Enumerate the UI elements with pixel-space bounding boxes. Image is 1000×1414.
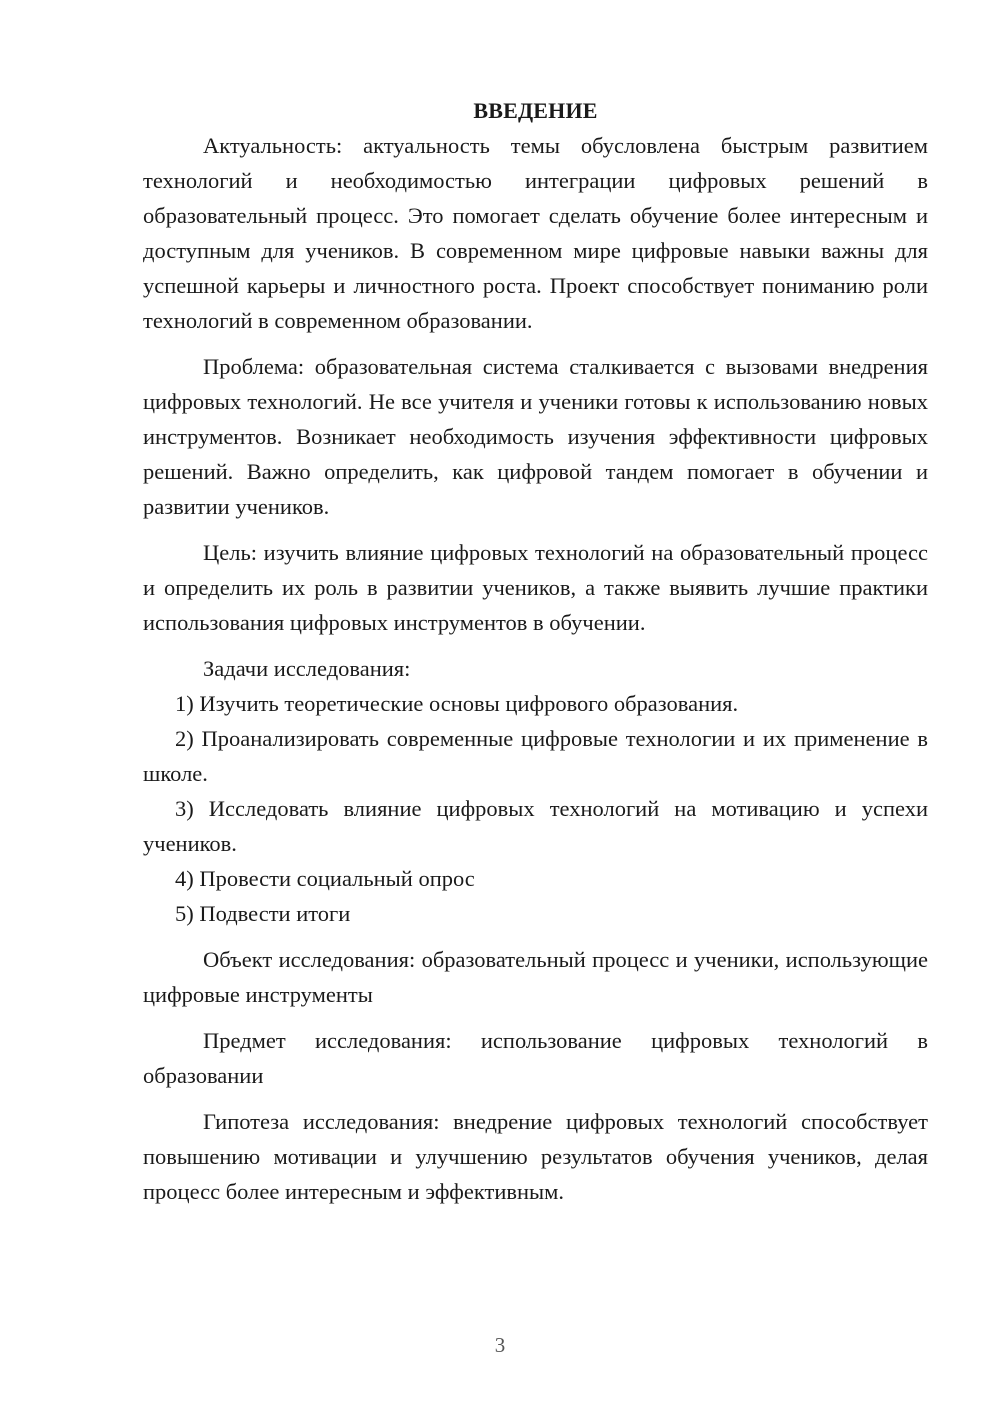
paragraph-hypothesis: Гипотеза исследования: внедрение цифровых технологий способствует повышению мотивации и улучшению результатов обучения учеников, делая процесс более интересным и эффективным. <box>143 1109 928 1204</box>
task-item: 1) Изучить теоретические основы цифрового образования. <box>175 691 739 716</box>
tasks-heading: Задачи исследования: <box>203 656 411 681</box>
paragraph-subject: Предмет исследования: использование цифровых технологий в образовании <box>143 1028 928 1088</box>
task-item: 4) Провести социальный опрос <box>175 866 475 891</box>
task-item: 2) Проанализировать современные цифровые технологии и их применение в школе. <box>143 726 928 786</box>
task-item: 5) Подвести итоги <box>175 901 351 926</box>
paragraph-object: Объект исследования: образовательный процесс и ученики, использующие цифровые инструменты <box>143 947 928 1007</box>
paragraph-goal: Цель: изучить влияние цифровых технологий на образовательный процесс и определить их роль в развитии учеников, а также выявить лучшие практики использования цифровых инструментов в обучении. <box>143 540 928 635</box>
task-item: 3) Исследовать влияние цифровых технологий на мотивацию и успехи учеников. <box>143 796 928 856</box>
document-page <box>143 94 928 1209</box>
paragraph-problem: Проблема: образовательная система сталкивается с вызовами внедрения цифровых технологий. Не все учителя и ученики готовы к использованию новых инструментов. Возникает необходимость изучения эффективности цифровых решений. Важно определить, как цифровой тандем помогает в обучении и развитии учеников. <box>143 354 928 519</box>
page-title: ВВЕДЕНИЕ <box>473 98 598 123</box>
paragraph-relevance: Актуальность: актуальность темы обусловлена быстрым развитием технологий и необходимостью интеграции цифровых решений в образовательный процесс. Это помогает сделать обучение более интересным и доступным для учеников. В современном мире цифровые навыки важны для успешной карьеры и личностного роста. Проект способствует пониманию роли технологий в современном образовании. <box>143 133 928 333</box>
page-number: 3 <box>494 1333 506 1357</box>
